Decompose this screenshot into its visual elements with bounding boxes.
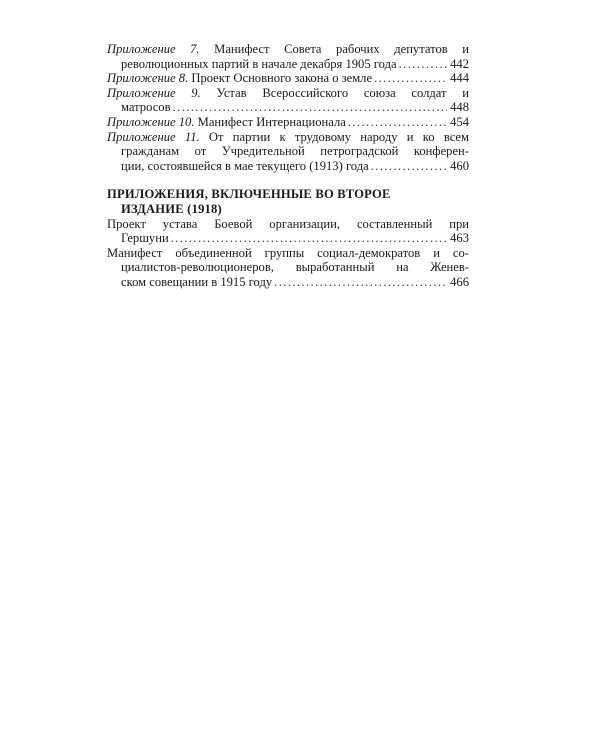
- entry-title-end: ском совещании в 1915 году: [121, 274, 273, 289]
- toc-entry-line: [107, 130, 469, 145]
- toc-entry-line: [107, 71, 469, 86]
- toc-entry-line: [107, 260, 469, 275]
- entry-title-end: Гершуни: [121, 231, 169, 246]
- entry-title: От партии к трудовому народу и ко всем: [208, 129, 469, 144]
- appendix-label: Приложение 11.: [107, 129, 200, 144]
- toc-entry-combat-organization[interactable]: [107, 217, 469, 246]
- entry-title: Устав Всероссийского союза солдат и: [216, 85, 469, 100]
- page-number: 460: [450, 158, 469, 173]
- section-heading-line-2: ИЗДАНИЕ (1918): [121, 201, 222, 216]
- toc-entry-line: [107, 57, 469, 72]
- toc-entry-line: [107, 159, 469, 174]
- toc-entry-line: [107, 231, 469, 246]
- page-number: 444: [450, 71, 469, 86]
- toc-entry-line: [107, 42, 469, 57]
- table-of-contents: [107, 42, 469, 290]
- dot-leader: [348, 115, 447, 130]
- toc-entry-line: [107, 115, 469, 130]
- toc-entry-line: [107, 144, 469, 159]
- page-number: 454: [450, 114, 469, 129]
- entry-title-end: революционных партий в начале декабря 1905 года: [121, 56, 397, 71]
- dot-leader: [399, 57, 447, 72]
- appendix-label: Приложение 9.: [107, 85, 201, 100]
- entry-title: Проект Основного закона о земле: [191, 71, 373, 86]
- entry-title-end: матросов: [121, 100, 171, 115]
- toc-entry-appendix-10[interactable]: [107, 115, 469, 130]
- dot-leader: [274, 275, 447, 290]
- appendix-label: Приложение 10.: [107, 114, 195, 129]
- dot-leader: [371, 159, 447, 174]
- dot-leader: [374, 71, 447, 86]
- entry-title: Проект устава Боевой организации, составленный при: [107, 216, 469, 231]
- entry-title-end: ции, состоявшейся в мае текущего (1913) года: [121, 158, 369, 173]
- entry-title: Манифест Совета рабочих депутатов и: [214, 42, 470, 56]
- section-heading: [107, 187, 469, 216]
- entry-title: Манифест Интернационала: [197, 114, 346, 129]
- page-number: 448: [450, 100, 469, 115]
- toc-entry-appendix-7[interactable]: [107, 42, 469, 71]
- toc-entry-line: [107, 86, 469, 101]
- appendix-label: Приложение 7.: [107, 42, 200, 56]
- toc-entry-appendix-8[interactable]: [107, 71, 469, 86]
- toc-entry-line: [107, 275, 469, 290]
- page-number: 463: [450, 231, 469, 246]
- section-heading-line-1: ПРИЛОЖЕНИЯ, ВКЛЮЧЕННЫЕ ВО ВТОРОЕ: [107, 187, 391, 202]
- appendix-label: Приложение 8.: [107, 71, 189, 86]
- toc-entry-line: [107, 100, 469, 115]
- entry-title: Манифест объединенной группы социал-демократов и со-: [107, 245, 469, 260]
- toc-entry-line: [107, 217, 469, 232]
- page-number: 442: [450, 56, 469, 71]
- entry-title-cont: циалистов-революционеров, выработанный на Женев-: [121, 260, 469, 275]
- toc-entry-appendix-11[interactable]: [107, 130, 469, 174]
- page-number: 466: [450, 274, 469, 289]
- entry-title-cont: гражданам от Учредительной петроградской конферен-: [121, 144, 469, 159]
- dot-leader: [171, 231, 447, 246]
- toc-entry-geneva-manifesto[interactable]: [107, 246, 469, 290]
- dot-leader: [173, 100, 447, 115]
- toc-entry-appendix-9[interactable]: [107, 86, 469, 115]
- toc-entry-line: [107, 246, 469, 261]
